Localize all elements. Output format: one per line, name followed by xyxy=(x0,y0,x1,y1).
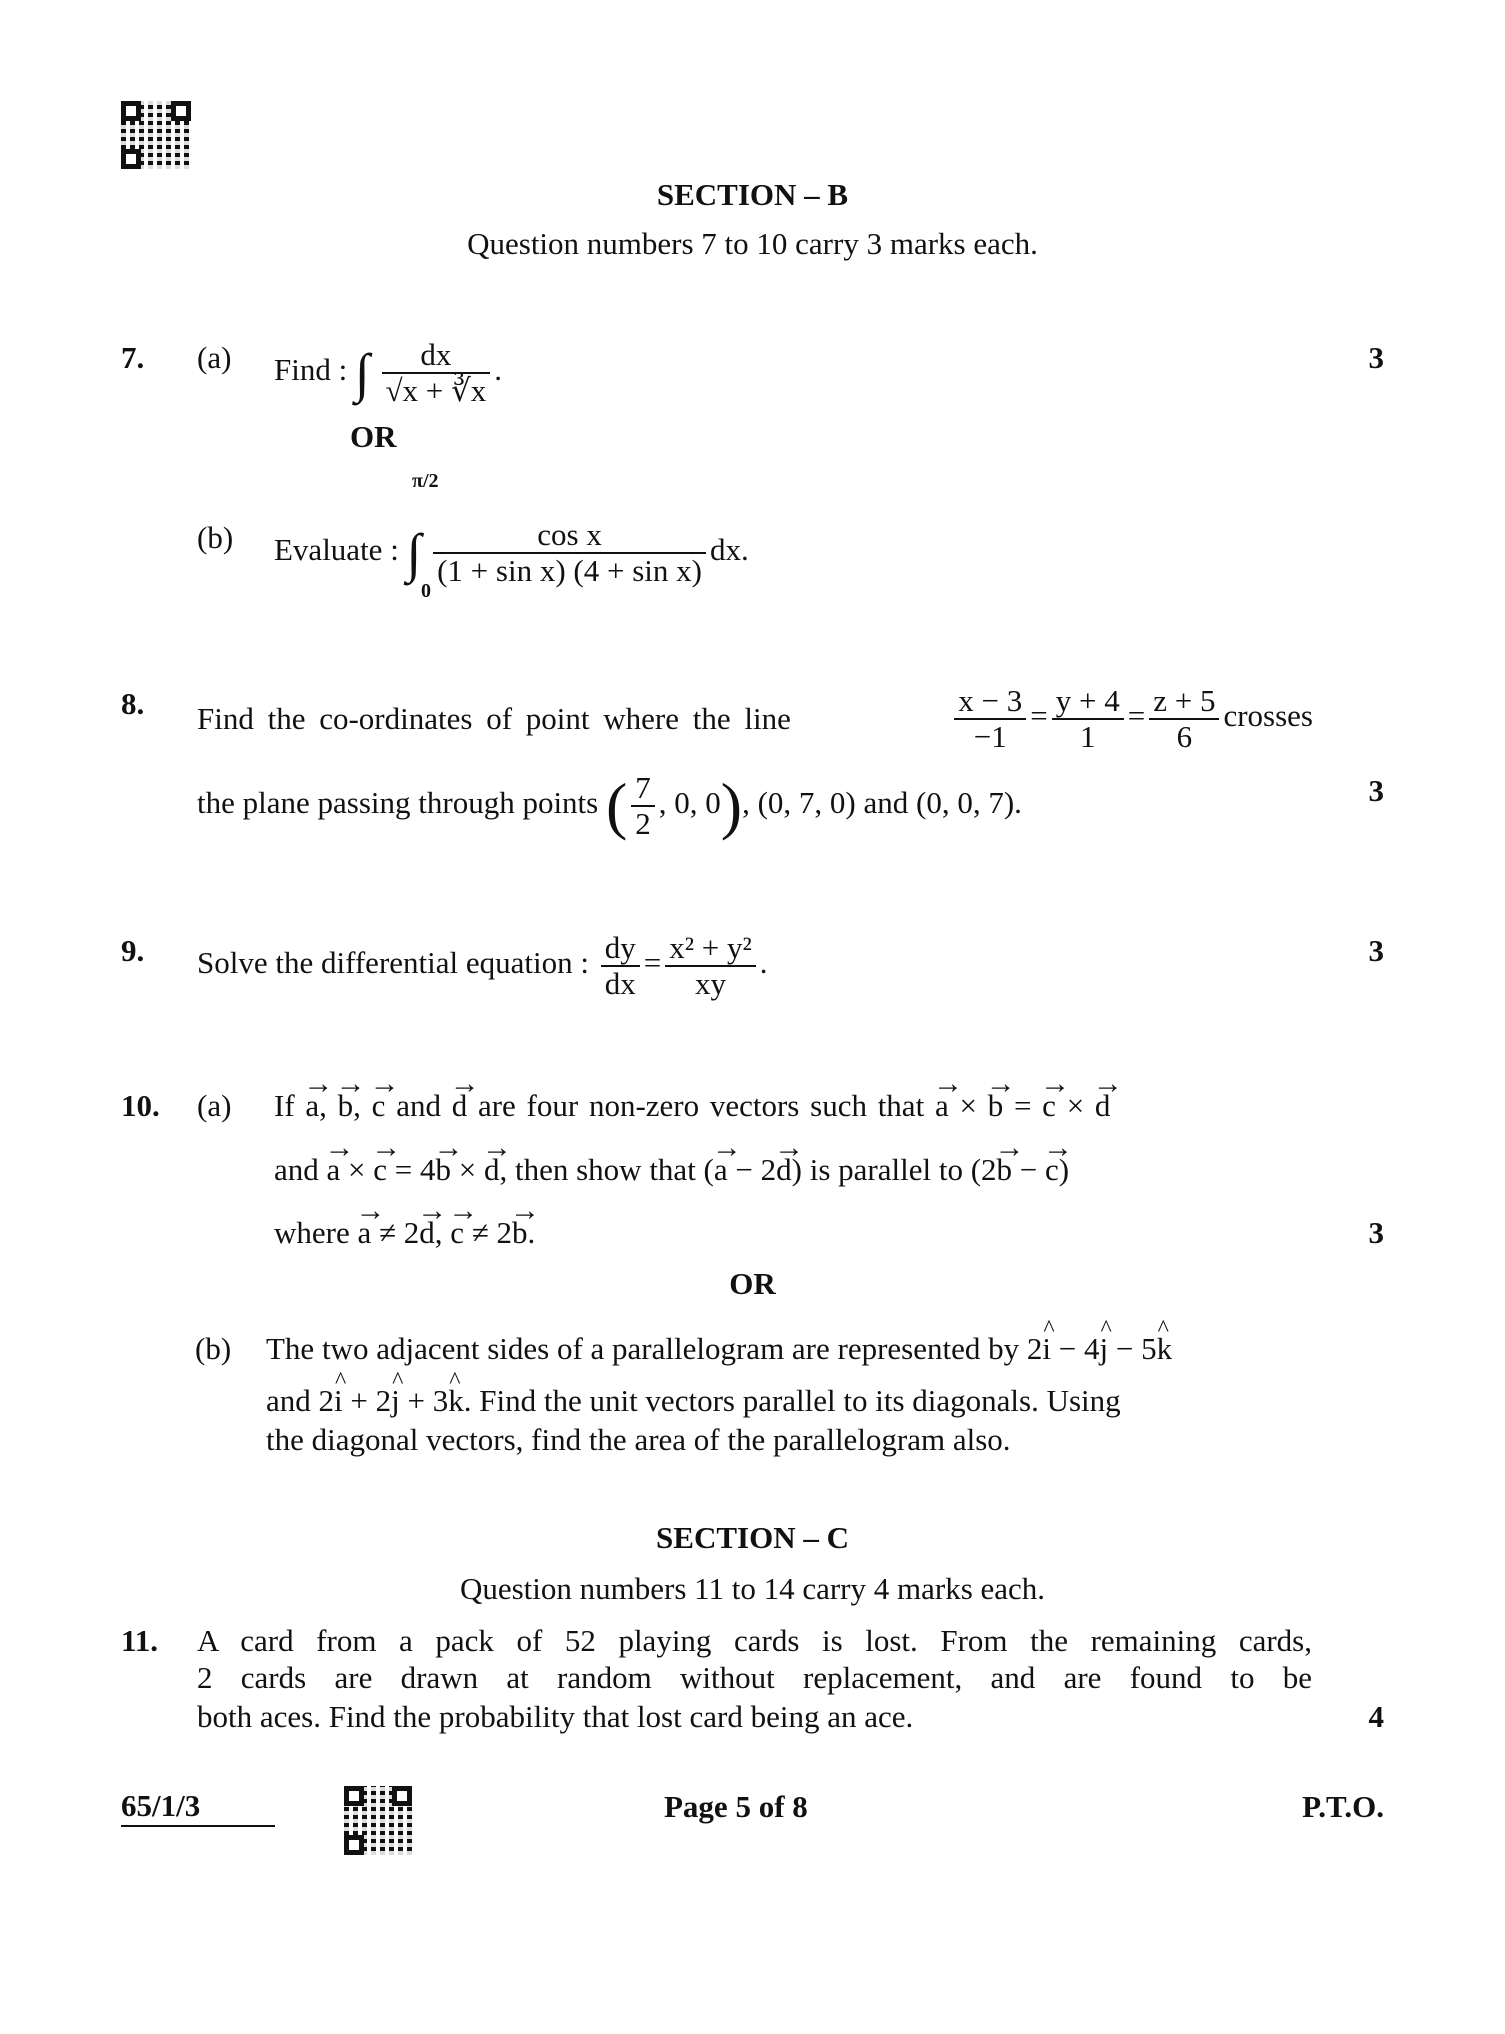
text: are four non-zero vectors such that xyxy=(477,1088,925,1123)
unit-j: ^ j xyxy=(391,1381,400,1421)
point-rest: , 0, 0 xyxy=(658,785,721,821)
comma: , xyxy=(434,1215,443,1250)
unit-i: ^ i xyxy=(334,1381,343,1421)
vector-a: → a xyxy=(357,1213,371,1253)
vector-d: → d xyxy=(419,1213,435,1253)
denominator: (1 + sin x) (4 + sin x) xyxy=(437,553,702,588)
lower-limit: 0 xyxy=(421,580,431,602)
comma: , xyxy=(353,1088,361,1123)
qr-code-footer xyxy=(344,1786,412,1855)
equals: = xyxy=(394,1152,413,1187)
text: − 4 xyxy=(1051,1331,1100,1366)
q8-text: the plane passing through points xyxy=(197,785,599,821)
numerator: z + 5 xyxy=(1149,684,1219,720)
q7a-text: Find : xyxy=(274,352,348,388)
unit-j: ^ j xyxy=(1100,1329,1109,1369)
denominator: −1 xyxy=(973,719,1007,754)
text: and 2 xyxy=(266,1383,335,1418)
or-label: OR xyxy=(350,419,397,454)
vector-d: → d xyxy=(1095,1086,1111,1126)
unit-i: ^ i xyxy=(1042,1329,1051,1369)
fraction xyxy=(631,771,655,841)
vector-a: → a xyxy=(935,1086,949,1126)
numerator: cos x xyxy=(433,518,706,554)
cross: × xyxy=(458,1152,477,1187)
q8-line-2: the plane passing through points ( $\frac{7}{2}$ , 0, 0), (0, 7, 0) and (0, 0, 7). xyxy=(197,770,1022,841)
fraction xyxy=(382,338,491,408)
differential: dx. xyxy=(709,532,749,568)
vector-d: → d xyxy=(452,1086,468,1126)
text: , then show that ( xyxy=(499,1152,714,1187)
vector-b: → b xyxy=(997,1150,1013,1190)
section-b-title: SECTION – B xyxy=(656,177,849,212)
section-c-title: SECTION – C xyxy=(656,1520,849,1555)
part-label: (a) xyxy=(197,1088,232,1123)
q10b-line-2 xyxy=(266,1381,1121,1421)
denominator: 1 xyxy=(1079,719,1096,754)
vector-b: → b xyxy=(338,1086,354,1126)
denominator: 2 xyxy=(635,806,651,841)
text: − 2 xyxy=(727,1152,777,1187)
section-c-subtitle: Question numbers 11 to 14 carry 4 marks each. xyxy=(459,1571,1046,1606)
fraction xyxy=(1149,684,1219,754)
part-label: (b) xyxy=(197,520,234,555)
equals: = xyxy=(1030,698,1048,734)
vector-c: → c xyxy=(373,1150,387,1190)
numerator: x² + y² xyxy=(665,931,756,967)
or-label: OR xyxy=(729,1266,776,1301)
integral-sign: ∫ xyxy=(406,523,422,583)
equals: = xyxy=(1013,1088,1032,1123)
marks: 3 xyxy=(1368,340,1384,375)
equals: = xyxy=(643,945,662,981)
fraction xyxy=(954,684,1026,754)
marks: 3 xyxy=(1368,773,1384,808)
coefficient: 4 xyxy=(420,1152,436,1187)
vector-a: → a xyxy=(305,1086,319,1126)
vector-c: → c xyxy=(1045,1150,1059,1190)
question-number: 7. xyxy=(121,340,145,375)
q10a-line-2 xyxy=(274,1150,1069,1190)
cross: × xyxy=(1066,1088,1085,1123)
denominator: √x + ∛x xyxy=(385,373,487,408)
comma: , xyxy=(319,1088,327,1123)
vector-c: → c xyxy=(1042,1086,1056,1126)
text: ≠ 2 xyxy=(371,1215,420,1250)
page-number: Page 5 of 8 xyxy=(664,1789,808,1824)
q10a-line-1 xyxy=(274,1086,1110,1126)
text: and xyxy=(274,1152,319,1187)
text: − 5 xyxy=(1108,1331,1157,1366)
pto-label: P.T.O. xyxy=(1302,1789,1384,1824)
q7a-expression xyxy=(274,338,502,408)
fraction xyxy=(433,518,706,588)
q11-line-1: A card from a pack of 52 playing cards is lost. From the remaining cards, xyxy=(197,1623,1312,1658)
numerator: 7 xyxy=(631,771,655,807)
vector-b: → b xyxy=(512,1213,528,1253)
text: where xyxy=(274,1215,350,1250)
q8-crosses: crosses xyxy=(1223,698,1313,734)
denominator: xy xyxy=(695,966,726,1001)
numerator: x − 3 xyxy=(954,684,1026,720)
punct: . xyxy=(759,945,768,981)
question-number: 9. xyxy=(121,933,145,968)
integral-sign: ∫ xyxy=(354,343,370,403)
cross: × xyxy=(959,1088,977,1123)
text: ≠ 2 xyxy=(464,1215,513,1250)
q11-line-3: both aces. Find the probability that lost card being an ace. xyxy=(197,1699,914,1734)
denominator: dx xyxy=(604,966,636,1001)
text: and xyxy=(396,1088,441,1123)
marks: 4 xyxy=(1368,1699,1384,1734)
text: + 3 xyxy=(399,1383,449,1418)
text: + 2 xyxy=(342,1383,392,1418)
text: . xyxy=(527,1215,536,1250)
vector-b: → b xyxy=(436,1150,452,1190)
marks: 3 xyxy=(1368,1215,1384,1250)
q7b-expression xyxy=(274,518,749,588)
fraction xyxy=(665,931,756,1001)
question-number: 8. xyxy=(121,686,145,721)
vector-a: → a xyxy=(714,1150,728,1190)
q9-line xyxy=(197,931,768,1001)
q10a-line-3 xyxy=(274,1213,535,1253)
vector-c: → c xyxy=(450,1213,464,1253)
paper-code: 65/1/3 xyxy=(121,1787,275,1827)
fraction xyxy=(601,931,640,1001)
unit-k: ^ k xyxy=(1157,1329,1173,1369)
text: ) is parallel to (2 xyxy=(791,1152,997,1187)
part-label: (a) xyxy=(197,340,232,375)
line-equation xyxy=(950,684,1313,754)
section-b-subtitle: Question numbers 7 to 10 carry 3 marks each. xyxy=(467,226,1038,261)
text: The two adjacent sides of a parallelogram are represented by 2 xyxy=(266,1331,1043,1366)
text: . Find the unit vectors parallel to its diagonals. Using xyxy=(463,1383,1121,1418)
q9-text: Solve the differential equation : xyxy=(197,945,589,981)
numerator: dy xyxy=(601,931,640,967)
vector-a: → a xyxy=(327,1150,341,1190)
question-number: 10. xyxy=(121,1088,160,1123)
q10b-line-3: the diagonal vectors, find the area of the parallelogram also. xyxy=(266,1422,1011,1457)
unit-k: ^ k xyxy=(448,1381,464,1421)
vector-c: → c xyxy=(372,1086,386,1126)
vector-d: → d xyxy=(776,1150,792,1190)
qr-code-top xyxy=(121,101,191,169)
part-label: (b) xyxy=(195,1331,232,1366)
text: ) xyxy=(1058,1152,1070,1187)
denominator: 6 xyxy=(1176,719,1193,754)
upper-limit: π/2 xyxy=(412,470,439,492)
cross: × xyxy=(348,1152,366,1187)
q7b-text: Evaluate : xyxy=(274,532,399,568)
numerator: y + 4 xyxy=(1052,684,1124,720)
q8-text: Find the co-ordinates of point where the line xyxy=(197,701,791,736)
marks: 3 xyxy=(1368,933,1384,968)
question-number: 11. xyxy=(121,1623,159,1658)
text: − xyxy=(1012,1152,1046,1187)
equals: = xyxy=(1127,698,1146,734)
text: If xyxy=(274,1088,295,1123)
q8-line-1 xyxy=(197,684,1313,754)
q11-line-2: 2 cards are drawn at random without replacement, and are found to be xyxy=(197,1660,1312,1695)
fraction xyxy=(1052,684,1124,754)
vector-d: → d xyxy=(484,1150,500,1190)
vector-b: → b xyxy=(988,1086,1004,1126)
numerator: dx xyxy=(382,338,491,374)
q8-points: , (0, 7, 0) and (0, 0, 7). xyxy=(742,785,1022,821)
punct: . xyxy=(494,352,503,388)
